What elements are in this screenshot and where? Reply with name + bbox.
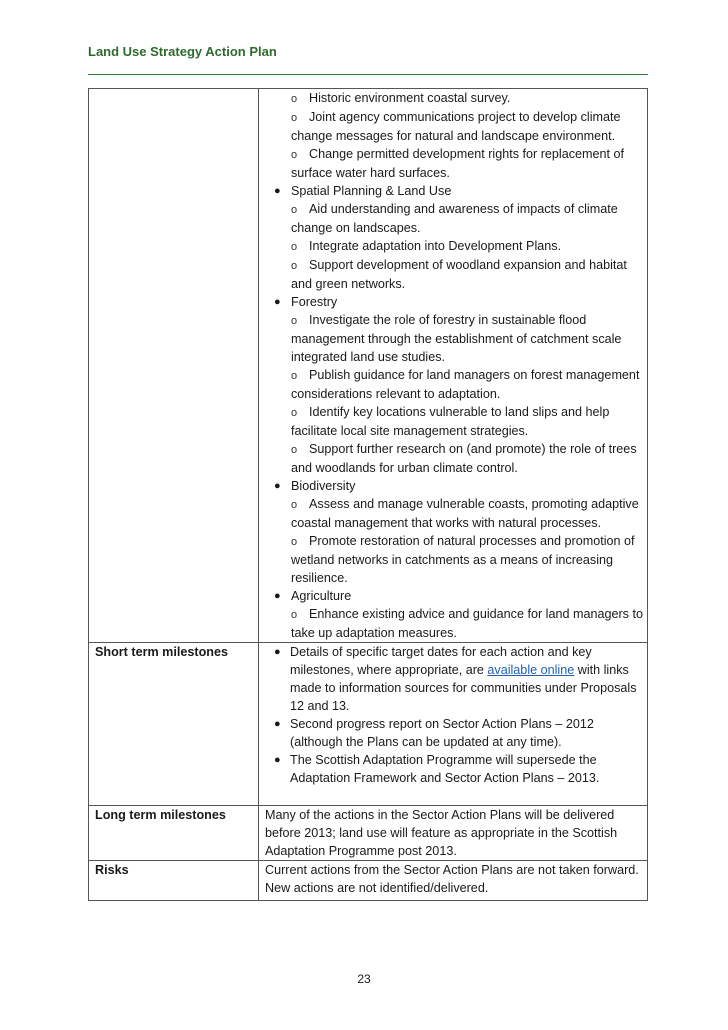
risks-row — [89, 861, 648, 901]
section-spatial-planning: ● Spatial Planning & Land Use — [274, 184, 452, 198]
circle-bullet-icon: o — [291, 536, 298, 548]
continuation-content-cell — [259, 89, 648, 643]
sub-item: o Support development of woodland expansion and habitat and green networks. — [291, 258, 627, 291]
available-online-link[interactable]: available online — [487, 663, 575, 677]
sub-item: o Support further research on (and promote) the role of trees and woodlands for urban climate control. — [291, 442, 637, 475]
section-agriculture: ● Agriculture — [274, 589, 352, 603]
short-term-label: Short term milestones — [89, 643, 259, 806]
circle-bullet-icon: o — [291, 112, 298, 124]
milestone-item: ● Details of specific target dates for each action and key milestones, where appropriate, are available online with links made to information sources for communities under Proposals 12 and 13. — [274, 645, 637, 713]
circle-bullet-icon: o — [291, 499, 298, 511]
risks-label: Risks — [89, 861, 259, 901]
bullet-icon: ● — [274, 718, 281, 730]
circle-bullet-icon: o — [291, 260, 298, 272]
bullet-icon: ● — [274, 296, 281, 308]
sub-item: o Aid understanding and awareness of impacts of climate change on landscapes. — [291, 202, 618, 235]
sub-item: o Joint agency communications project to develop climate change messages for natural and landscape environment. — [291, 110, 621, 143]
short-term-row — [89, 643, 648, 806]
sub-item: o Publish guidance for land managers on forest management considerations relevant to adaptation. — [291, 368, 640, 401]
sub-item: o Identify key locations vulnerable to land slips and help facilitate local site management strategies. — [291, 405, 610, 438]
bullet-icon: ● — [274, 754, 281, 766]
bullet-icon: ● — [274, 185, 281, 197]
sub-item: o Enhance existing advice and guidance for land managers to take up adaptation measures. — [291, 607, 643, 640]
circle-bullet-icon: o — [291, 241, 298, 253]
bullet-icon: ● — [274, 646, 281, 658]
bullet-icon: ● — [274, 590, 281, 602]
sub-item: o Integrate adaptation into Development Plans. — [264, 237, 643, 256]
risks-content: Current actions from the Sector Action Plans are not taken forward. New actions are not identified/delivered. — [259, 861, 648, 901]
milestone-item: ● The Scottish Adaptation Programme will supersede the Adaptation Framework and Sector Action Plans – 2013. — [274, 753, 600, 785]
long-term-content: Many of the actions in the Sector Action Plans will be delivered before 2013; land use will feature as appropriate in the Scottish Adaptation Programme post 2013. — [259, 806, 648, 861]
sub-item: o Assess and manage vulnerable coasts, promoting adaptive coastal management that works with natural processes. — [291, 497, 639, 530]
continuation-row — [89, 89, 648, 643]
circle-bullet-icon: o — [291, 407, 298, 419]
circle-bullet-icon: o — [291, 315, 298, 327]
bullet-icon: ● — [274, 480, 281, 492]
sub-item: o Promote restoration of natural processes and promotion of wetland networks in catchments as a means of increasing resilience. — [291, 534, 635, 585]
milestone-item: ● Second progress report on Sector Action Plans – 2012 (although the Plans can be updated at any time). — [274, 717, 594, 749]
circle-bullet-icon: o — [291, 149, 298, 161]
circle-bullet-icon: o — [291, 444, 298, 456]
long-term-row — [89, 806, 648, 861]
action-plan-table — [88, 88, 648, 901]
section-biodiversity: ● Biodiversity — [274, 479, 356, 493]
header-divider — [88, 74, 648, 75]
sub-item: o Historic environment coastal survey. — [264, 89, 643, 108]
circle-bullet-icon: o — [291, 93, 298, 105]
circle-bullet-icon: o — [291, 609, 298, 621]
section-forestry: ● Forestry — [274, 295, 338, 309]
continuation-label-cell — [89, 89, 259, 643]
circle-bullet-icon: o — [291, 204, 298, 216]
sub-item: o Investigate the role of forestry in sustainable flood management through the establishment of catchment scale integrated land use studies. — [291, 313, 622, 364]
short-term-content — [259, 643, 648, 806]
page-header-title: Land Use Strategy Action Plan — [88, 44, 277, 59]
page-number: 23 — [357, 972, 371, 986]
long-term-label: Long term milestones — [89, 806, 259, 861]
circle-bullet-icon: o — [291, 370, 298, 382]
sub-item: o Change permitted development rights for replacement of surface water hard surfaces. — [291, 147, 625, 180]
